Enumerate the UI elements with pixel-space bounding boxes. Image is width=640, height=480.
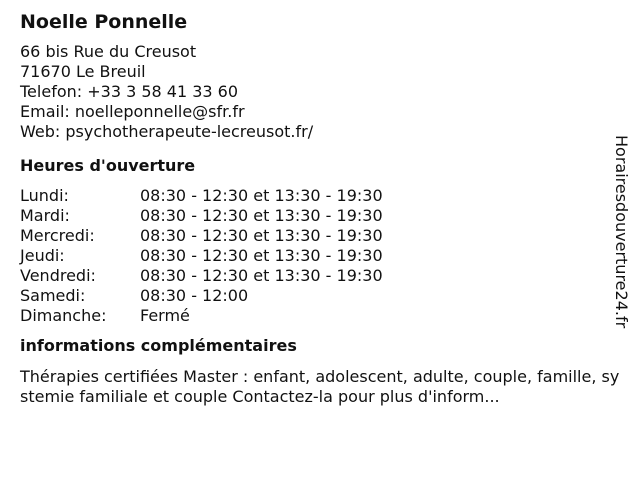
day-hours: 08:30 - 12:30 et 13:30 - 19:30 — [140, 266, 383, 285]
hours-row-thursday — [20, 246, 620, 266]
extra-info-heading: informations complémentaires — [20, 336, 297, 355]
web-line[interactable]: Web: psychotherapeute-lecreusot.fr/ — [20, 122, 314, 141]
street-address: 66 bis Rue du Creusot — [20, 42, 197, 61]
phone-line[interactable]: Telefon: +33 3 58 41 33 60 — [20, 82, 239, 101]
email-line[interactable]: Email: noelleponnelle@sfr.fr — [20, 102, 245, 121]
hours-row-friday — [20, 266, 620, 286]
day-label: Mercredi: — [20, 226, 95, 245]
day-label: Vendredi: — [20, 266, 96, 285]
day-hours: 08:30 - 12:30 et 13:30 - 19:30 — [140, 186, 383, 205]
city-address: 71670 Le Breuil — [20, 62, 146, 81]
day-label: Jeudi: — [20, 246, 65, 265]
business-name: Noelle Ponnelle — [20, 11, 188, 33]
hours-row-wednesday — [20, 226, 620, 246]
day-label: Samedi: — [20, 286, 86, 305]
hours-row-sunday — [20, 306, 620, 326]
day-label: Dimanche: — [20, 306, 107, 325]
hours-table — [20, 186, 620, 326]
day-hours: 08:30 - 12:30 et 13:30 - 19:30 — [140, 226, 383, 245]
address-block — [20, 42, 620, 142]
day-hours: 08:30 - 12:30 et 13:30 - 19:30 — [140, 246, 383, 265]
day-label: Mardi: — [20, 206, 70, 225]
hours-row-saturday — [20, 286, 620, 306]
site-watermark: Horairesdouverture24.fr — [612, 135, 631, 329]
extra-info-text: Thérapies certifiées Master : enfant, adolescent, adulte, couple, famille, systemie familiale et couple Contactez-la pour plus d'inform... — [20, 367, 620, 406]
business-card — [20, 10, 620, 407]
hours-row-monday — [20, 186, 620, 206]
hours-row-tuesday — [20, 206, 620, 226]
day-hours: Fermé — [140, 306, 190, 325]
hours-heading: Heures d'ouverture — [20, 156, 196, 175]
day-label: Lundi: — [20, 186, 69, 205]
day-hours: 08:30 - 12:30 et 13:30 - 19:30 — [140, 206, 383, 225]
day-hours: 08:30 - 12:00 — [140, 286, 249, 305]
